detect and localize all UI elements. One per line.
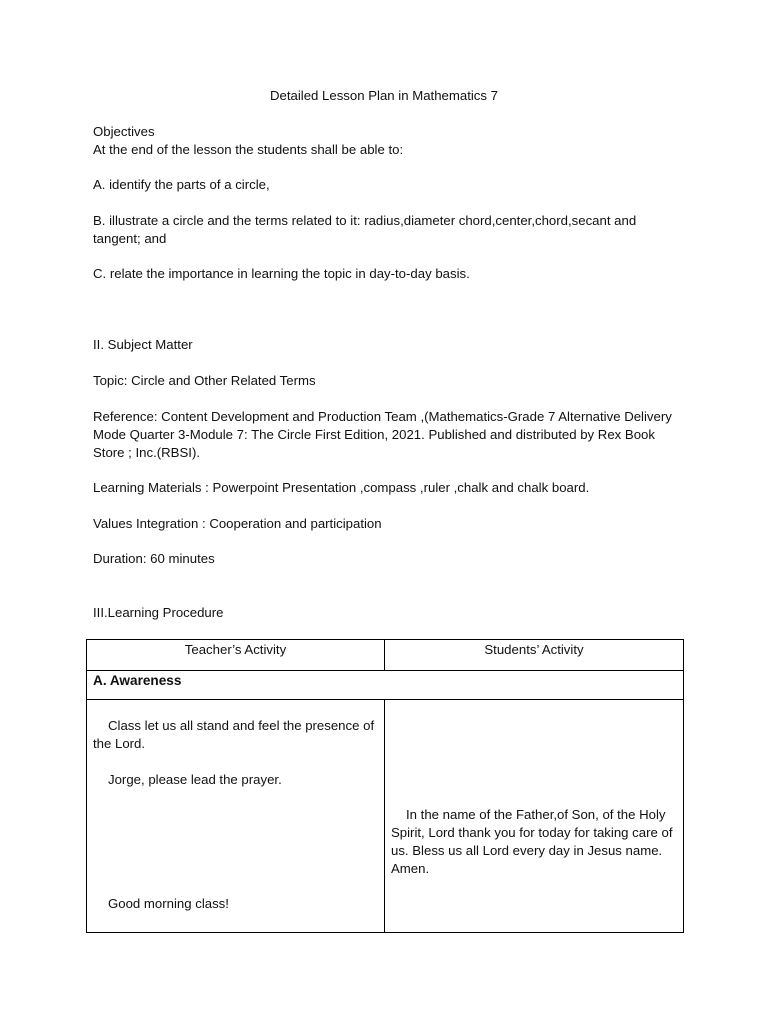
values-integration-line: Values Integration : Cooperation and participation bbox=[93, 516, 382, 531]
document-title: Detailed Lesson Plan in Mathematics 7 bbox=[270, 88, 498, 103]
objectives-intro: At the end of the lesson the students shall be able to: bbox=[93, 142, 404, 157]
reference-paragraph: Reference: Content Development and Production Team ,(Mathematics-Grade 7 Alternative Delivery Mode Quarter 3-Module 7: The Circle First Edition, 2021. Published and distributed by Rex Book Store ; Inc.(RBSI). bbox=[93, 409, 672, 460]
students-activity-cell bbox=[385, 700, 684, 933]
teacher-activity-header: Teacher’s Activity bbox=[87, 640, 385, 671]
teacher-line-lead-prayer: Jorge, please lead the prayer. bbox=[108, 772, 282, 787]
objectives-heading: Objectives bbox=[93, 124, 155, 139]
objective-item-c: C. relate the importance in learning the topic in day-to-day basis. bbox=[93, 266, 470, 281]
section-row bbox=[87, 671, 684, 700]
duration-line: Duration: 60 minutes bbox=[93, 551, 215, 566]
objective-item-b: B. illustrate a circle and the terms related to it: radius,diameter chord,center,chord,secant and tangent; and bbox=[93, 213, 637, 246]
teacher-line-prayer: Class let us all stand and feel the presence of the Lord. bbox=[93, 718, 375, 751]
teacher-activity-cell bbox=[87, 700, 385, 933]
students-line-prayer: In the name of the Father,of Son, of the Holy Spirit, Lord thank you for today for taking care of us. Bless us all Lord every day in Jesus name. Amen. bbox=[391, 807, 673, 876]
teacher-line-greeting: Good morning class! bbox=[108, 896, 229, 911]
awareness-section-label: A. Awareness bbox=[93, 673, 182, 688]
topic-line: Topic: Circle and Other Related Terms bbox=[93, 373, 316, 388]
objective-item-a: A. identify the parts of a circle, bbox=[93, 177, 270, 192]
learning-procedure-heading: III.Learning Procedure bbox=[93, 605, 224, 620]
subject-matter-heading: II. Subject Matter bbox=[93, 337, 193, 352]
awareness-section-cell bbox=[87, 671, 684, 700]
table-row bbox=[87, 700, 684, 933]
procedure-table bbox=[86, 639, 684, 933]
students-activity-header: Students’ Activity bbox=[385, 640, 684, 671]
learning-materials-line: Learning Materials : Powerpoint Presentation ,compass ,ruler ,chalk and chalk board. bbox=[93, 480, 590, 495]
table-header-row bbox=[87, 640, 684, 671]
